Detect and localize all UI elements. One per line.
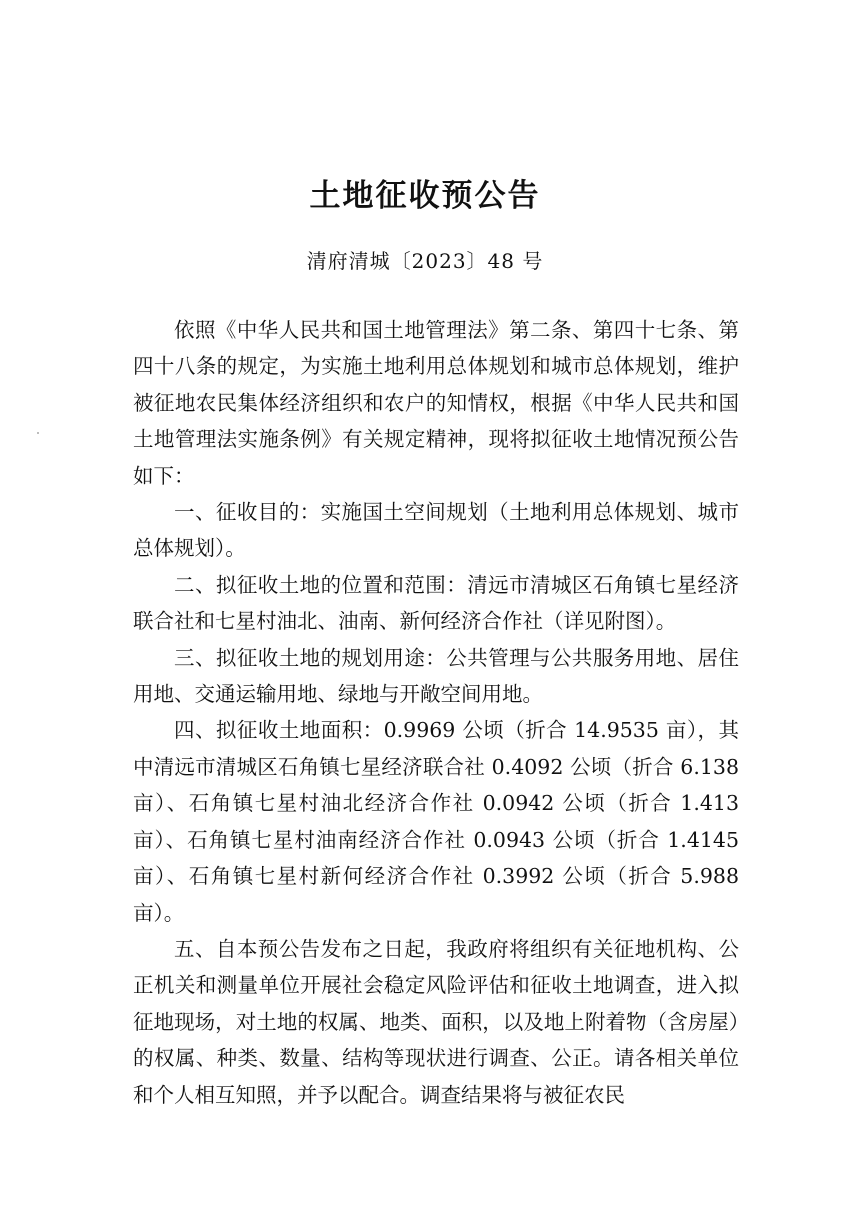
paragraph-item-2-location: 二、拟征收土地的位置和范围：清远市清城区石角镇七星经济联合社和七星村油北、油南、新何经济合作社（详见附图）。 [133,572,739,634]
paragraph-item-1-purpose: 一、征收目的：实施国土空间规划（土地利用总体规划、城市总体规划）。 [133,500,739,561]
paragraph-item-3-usage: 三、拟征收土地的规划用途：公共管理与公共服务用地、居住用地、交通运输用地、绿地与开敞空间用地。 [133,645,739,707]
document-body [133,312,739,1113]
paragraph-item-5-survey: 五、自本预公告发布之日起，我政府将组织有关征地机构、公正机关和测量单位开展社会稳定风险评估和征收土地调查，进入拟征地现场，对土地的权属、地类、面积，以及地上附着物（含房屋）的权属、种类、数量、结构等现状进行调查、公正。请各相关单位和个人相互知照，并予以配合。调查结果将与被征农民 [133,936,739,1107]
paragraph-item-4-area: 四、拟征收土地面积：0.9969 公顷（折合 14.9535 亩），其中清远市清城区石角镇七星经济联合社 0.4092 公顷（折合 6.138 亩）、石角镇七星村油北经济合作社 0.0942 公顷（折合 1.413 亩）、石角镇七星村油南经济合作社 0.0943 公顷（折合 1.4145 亩）、石角镇七星村新何经济合作社 0.3992 公顷（折合 5.988 亩）。 [133,718,739,925]
document-number: 清府清城〔2023〕48 号 [306,249,544,273]
document-title: 土地征收预公告 [309,178,541,214]
scan-margin-mark [37,432,39,434]
paragraph-intro: 依照《中华人民共和国土地管理法》第二条、第四十七条、第四十八条的规定，为实施土地利用总体规划和城市总体规划，维护被征地农民集体经济组织和农户的知情权，根据《中华人民共和国土地管理法实施条例》有关规定精神，现将拟征收土地情况预公告如下： [133,318,739,488]
